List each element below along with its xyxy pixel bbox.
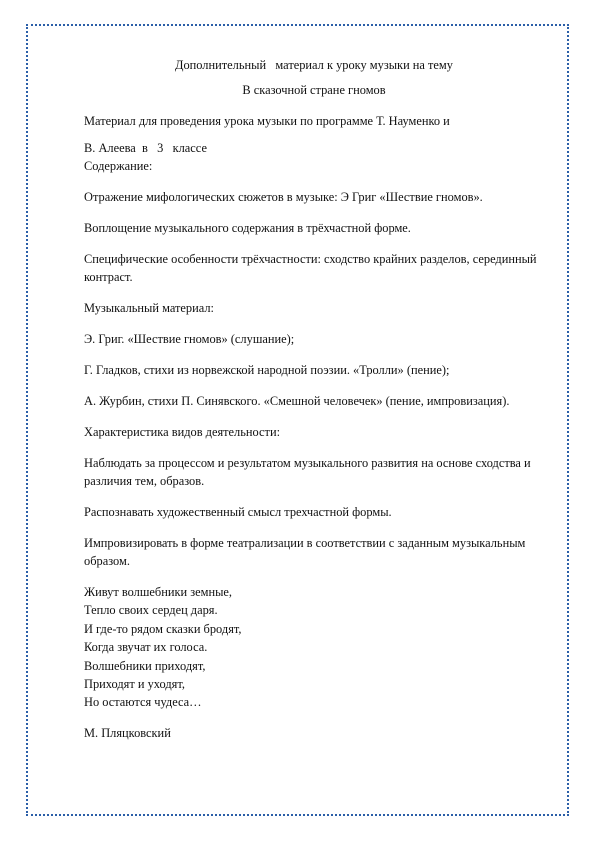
poem-line: И где-то рядом сказки бродят, [84, 621, 242, 636]
poem-author: М. Пляцковский [84, 725, 171, 740]
poem-line: Живут волшебники земные, [84, 585, 232, 599]
activity-item: Распознавать художественный смысл трехчастной формы. [84, 505, 392, 519]
poem-line: Но остаются чудеса… [84, 695, 202, 710]
material-heading: Музыкальный материал: [84, 301, 214, 315]
poem [84, 583, 544, 712]
material-item: Э. Григ. «Шествие гномов» (слушание); [84, 332, 295, 346]
intro-line-2: В. Алеева в 3 классе [84, 141, 207, 155]
poem-line: Когда звучат их голоса. [84, 640, 208, 655]
content-item: Специфические особенности трёхчастности: сходство крайних разделов, серединный контраст. [84, 252, 537, 284]
poem-line: Приходят и уходят, [84, 677, 185, 692]
document-title: Дополнительный материал к уроку музыки на тему [175, 58, 453, 72]
material-item: Г. Гладков, стихи из норвежской народной поэзии. «Тролли» (пение); [84, 363, 450, 377]
content-item: Воплощение музыкального содержания в трёхчастной форме. [84, 221, 411, 235]
poem-line: Волшебники приходят, [84, 658, 206, 673]
document-subtitle: В сказочной стране гномов [242, 83, 386, 97]
content-item: Отражение мифологических сюжетов в музыке: Э Григ «Шествие гномов». [84, 190, 483, 204]
activity-item: Наблюдать за процессом и результатом музыкального развития на основе сходства и различия тем, образов. [84, 456, 531, 488]
activities-heading: Характеристика видов деятельности: [84, 425, 281, 439]
poem-line: Тепло своих сердец даря. [84, 603, 218, 618]
material-item: А. Журбин, стихи П. Синявского. «Смешной человечек» (пение, импровизация). [84, 394, 510, 408]
intro-line-1: Материал для проведения урока музыки по программе Т. Науменко и [84, 114, 450, 128]
activity-item: Импровизировать в форме театрализации в соответствии с заданным музыкальным образом. [84, 536, 526, 568]
contents-heading: Содержание: [84, 159, 153, 173]
document-body [84, 56, 544, 742]
